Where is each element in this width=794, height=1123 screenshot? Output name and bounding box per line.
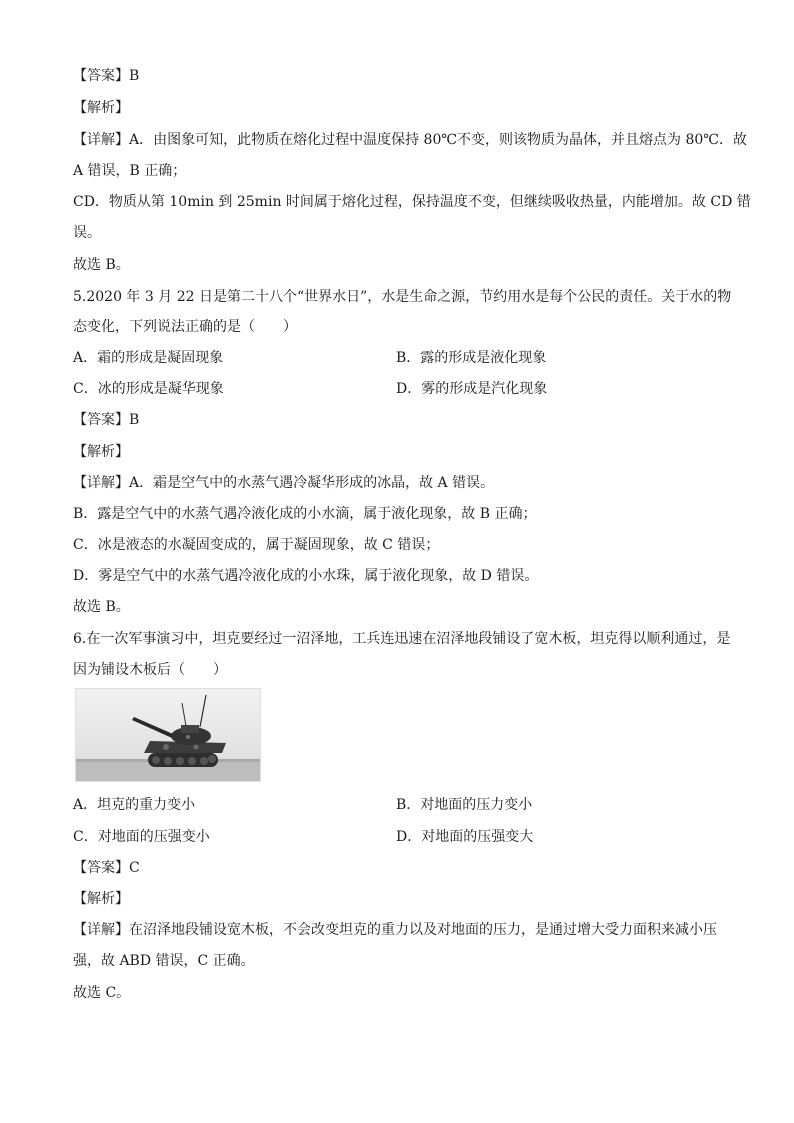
q6-option-a: A．坦克的重力变小: [73, 797, 196, 813]
q4-answer-line: [73, 66, 139, 86]
q6-stem-2: 因为铺设木板后（ ）: [73, 662, 227, 678]
tank-photo: [75, 688, 261, 782]
tank-icon: [76, 689, 260, 781]
q6-option-c: C．对地面的压强变小: [73, 829, 210, 845]
q6-option-d: D．对地面的压强变大: [396, 829, 534, 845]
answer-label: 【答案】: [73, 860, 129, 876]
q6-stem-1: 6.在一次军事演习中，坦克要经过一沼泽地，工兵连迅速在沼泽地段铺设了宽木板，坦克得以顺利通过，是: [73, 631, 731, 647]
q5-detail-1: A．霜是空气中的水蒸气遇冷凝华形成的冰晶，故 A 错误。: [129, 475, 495, 491]
q6-answer-line: [73, 858, 140, 878]
q5-stem-2: 态变化，下列说法正确的是（ ）: [73, 319, 297, 335]
q6-analysis-label: 【解析】: [73, 891, 129, 907]
q4-analysis-label: 【解析】: [73, 100, 129, 116]
q5-detail-4: D．雾是空气中的水蒸气遇冷液化成的小水珠，属于液化现象，故 D 错误。: [73, 568, 539, 584]
q5-conclusion: 故选 B。: [73, 599, 130, 615]
detail-label: 【详解】: [73, 922, 129, 938]
q4-conclusion: 故选 B。: [73, 257, 130, 273]
q5-detail-2: B．露是空气中的水蒸气遇冷液化成的小水滴，属于液化现象，故 B 正确；: [73, 506, 537, 522]
q5-answer: B: [129, 412, 140, 428]
q5-answer-line: [73, 410, 139, 430]
answer-label: 【答案】: [73, 412, 129, 428]
q5-option-b: B．露的形成是液化现象: [396, 350, 547, 366]
detail-label: 【详解】: [73, 475, 129, 491]
q5-option-a: A．霜的形成是凝固现象: [73, 350, 224, 366]
q6-detail-line-1: [73, 920, 717, 940]
q5-analysis-label: 【解析】: [73, 444, 129, 460]
q5-option-d: D．雾的形成是汽化现象: [396, 381, 548, 397]
q4-detail-4: 误。: [73, 225, 101, 241]
q4-answer: B: [129, 68, 140, 84]
q6-answer: C: [129, 860, 140, 876]
q6-detail-2: 强，故 ABD 错误，C 正确。: [73, 953, 255, 969]
detail-label: 【详解】: [73, 132, 129, 148]
q5-stem-1: 5.2020 年 3 月 22 日是第二十八个“世界水日”，水是生命之源，节约用水是每个公民的责任。关于水的物: [73, 289, 732, 305]
q4-detail-3: CD．物质从第 10min 到 25min 时间属于熔化过程，保持温度不变，但继续吸收热量，内能增加。故 CD 错: [73, 194, 751, 210]
q4-detail-line-1: [73, 130, 747, 150]
q6-option-b: B．对地面的压力变小: [396, 797, 533, 813]
q4-detail-1: A．由图象可知，此物质在熔化过程中温度保持 80℃不变，则该物质为晶体，并且熔点为 80℃．故: [129, 132, 747, 148]
q5-option-c: C．冰的形成是凝华现象: [73, 381, 224, 397]
q6-conclusion: 故选 C。: [73, 985, 131, 1001]
q6-detail-1: 在沼泽地段铺设宽木板，不会改变坦克的重力以及对地面的压力，是通过增大受力面积来减小压: [129, 922, 717, 938]
q5-detail-line-1: [73, 473, 494, 493]
q5-detail-3: C．冰是液态的水凝固变成的，属于凝固现象，故 C 错误；: [73, 537, 440, 553]
answer-label: 【答案】: [73, 68, 129, 84]
q4-detail-2: A 错误，B 正确；: [73, 163, 187, 179]
